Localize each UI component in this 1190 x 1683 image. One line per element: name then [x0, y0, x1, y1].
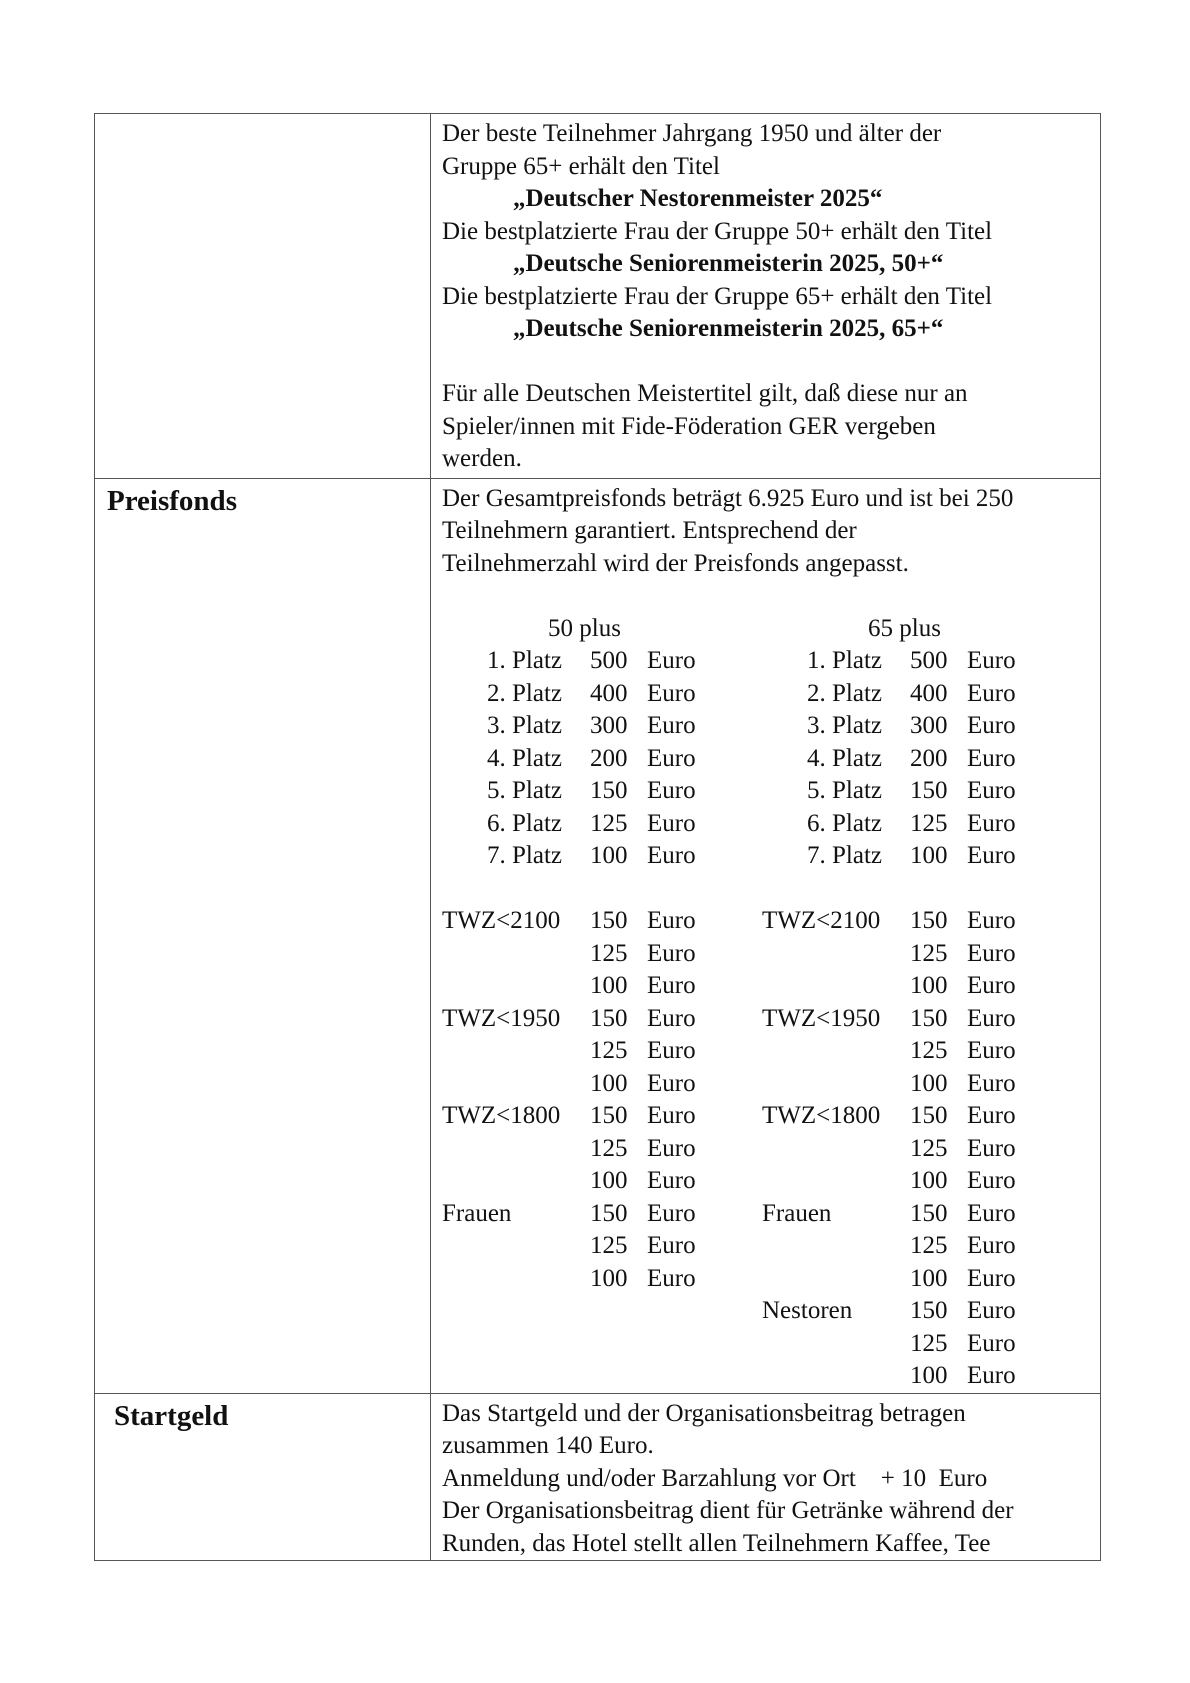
- titles-line3: Die bestplatzierte Frau der Gruppe 50+ erhält den Titel: [442, 217, 993, 245]
- prize-category: Frauen: [762, 1199, 832, 1227]
- prize-category: 4. Platz: [487, 744, 562, 772]
- prize-category: 4. Platz: [807, 744, 882, 772]
- startgeld-label-cell: [95, 1393, 431, 1561]
- titles-label-cell: [95, 114, 431, 479]
- title-seniorenmeisterin-50: „Deutsche Seniorenmeisterin 2025, 50+“: [513, 250, 944, 277]
- prize-amount: 150: [910, 1297, 948, 1324]
- prize-currency: Euro: [647, 679, 696, 707]
- prize-row: [442, 710, 696, 743]
- prize-row: [762, 1003, 1016, 1036]
- prize-row: [762, 710, 1016, 743]
- prize-row: [762, 808, 1016, 841]
- prize-amount: 100: [590, 1069, 628, 1097]
- prize-amount: 150: [590, 1102, 628, 1129]
- prize-row: [762, 1035, 1016, 1068]
- specials-65: [762, 905, 1016, 1393]
- prize-row: [762, 938, 1016, 971]
- prize-currency: Euro: [967, 1297, 1016, 1324]
- prize-amount: 150: [590, 1004, 628, 1032]
- prize-currency: Euro: [647, 907, 696, 934]
- prize-amount: 500: [590, 647, 628, 674]
- titles-note2: Spieler/innen mit Fide-Föderation GER vergeben: [442, 412, 936, 440]
- prize-amount: 125: [910, 1329, 948, 1357]
- prize-row: [442, 970, 696, 1003]
- prize-grid: [442, 613, 1094, 1393]
- prize-category: 3. Platz: [807, 712, 882, 739]
- prize-currency: Euro: [967, 1232, 1016, 1259]
- prize-row: [762, 775, 1016, 808]
- prize-category: 5. Platz: [487, 777, 562, 804]
- prize-head-65: 65 plus: [868, 614, 941, 642]
- prize-amount: 150: [590, 907, 628, 934]
- prize-currency: Euro: [647, 809, 696, 837]
- prize-currency: Euro: [967, 842, 1016, 869]
- prize-amount: 150: [910, 1102, 948, 1129]
- prize-amount: 200: [910, 744, 948, 772]
- preisfonds-intro3: Teilnehmerzahl wird der Preisfonds angepasst.: [442, 549, 909, 577]
- prize-category: TWZ<2100: [442, 907, 561, 934]
- titles-row: [95, 114, 1101, 479]
- tournament-info-table: [94, 113, 1101, 1561]
- prize-row: [442, 743, 696, 776]
- prize-row: [762, 678, 1016, 711]
- prize-row: [442, 1230, 696, 1263]
- prize-currency: Euro: [967, 1134, 1016, 1162]
- prize-row: [442, 1100, 696, 1133]
- prize-row: [442, 808, 696, 841]
- title-nestorenmeister: „Deutscher Nestorenmeister 2025“: [513, 185, 883, 212]
- prize-category: 2. Platz: [807, 679, 882, 707]
- prize-currency: Euro: [967, 1264, 1016, 1292]
- prize-currency: Euro: [647, 1069, 696, 1097]
- prize-amount: 125: [590, 1134, 628, 1162]
- prize-currency: Euro: [647, 647, 696, 674]
- prize-row: [442, 938, 696, 971]
- prize-row: [442, 1263, 696, 1296]
- prize-category: 2. Platz: [487, 679, 562, 707]
- places-50: [442, 645, 696, 873]
- prize-category: TWZ<2100: [762, 907, 881, 934]
- preisfonds-row: [95, 478, 1101, 1393]
- prize-amount: 150: [910, 907, 948, 934]
- prize-currency: Euro: [967, 939, 1016, 967]
- preisfonds-intro2: Teilnehmern garantiert. Entsprechend der: [442, 517, 857, 544]
- prize-currency: Euro: [647, 842, 696, 869]
- prize-currency: Euro: [647, 1004, 696, 1032]
- prize-row: [762, 1165, 1016, 1198]
- prize-currency: Euro: [967, 907, 1016, 934]
- prize-amount: 100: [590, 1264, 628, 1292]
- prize-amount: 300: [590, 712, 628, 739]
- prize-category: Frauen: [442, 1199, 512, 1227]
- prize-amount: 150: [910, 1004, 948, 1032]
- prize-row: [442, 1165, 696, 1198]
- prize-currency: Euro: [967, 972, 1016, 999]
- prize-column-65: [762, 613, 1016, 1393]
- prize-amount: 300: [910, 712, 948, 739]
- prize-category: 7. Platz: [807, 842, 882, 869]
- prize-row: [762, 1263, 1016, 1296]
- prize-row: [762, 1198, 1016, 1231]
- prize-row: [442, 1035, 696, 1068]
- prize-row: [442, 678, 696, 711]
- prize-currency: Euro: [967, 1069, 1016, 1097]
- prize-row: [762, 1068, 1016, 1101]
- startgeld-line2: zusammen 140 Euro.: [442, 1432, 654, 1459]
- prize-amount: 125: [590, 1037, 628, 1064]
- startgeld-row: [95, 1393, 1101, 1561]
- preisfonds-label-cell: [95, 478, 431, 1393]
- prize-amount: 125: [910, 1232, 948, 1259]
- preisfonds-label: Preisfonds: [107, 484, 237, 517]
- prize-amount: 125: [910, 1134, 948, 1162]
- prize-column-50: [442, 613, 696, 1296]
- startgeld-label: Startgeld: [114, 1399, 229, 1432]
- prize-row: [442, 1003, 696, 1036]
- prize-currency: Euro: [967, 1037, 1016, 1064]
- title-seniorenmeisterin-65: „Deutsche Seniorenmeisterin 2025, 65+“: [513, 315, 944, 342]
- prize-category: 7. Platz: [487, 842, 562, 869]
- prize-currency: Euro: [647, 1232, 696, 1259]
- prize-currency: Euro: [647, 1167, 696, 1194]
- prize-currency: Euro: [967, 1362, 1016, 1389]
- prize-amount: 400: [910, 679, 948, 707]
- prize-currency: Euro: [967, 1199, 1016, 1227]
- prize-row: [762, 970, 1016, 1003]
- prize-row: [442, 645, 696, 678]
- prize-row: [762, 743, 1016, 776]
- prize-currency: Euro: [647, 1264, 696, 1292]
- prize-category: 1. Platz: [487, 647, 562, 674]
- prize-currency: Euro: [967, 744, 1016, 772]
- prize-row: [442, 775, 696, 808]
- startgeld-content-cell: [431, 1393, 1101, 1561]
- startgeld-line3: Anmeldung und/oder Barzahlung vor Ort + 10 Euro: [442, 1464, 988, 1492]
- prize-amount: 500: [910, 647, 948, 674]
- prize-currency: Euro: [967, 809, 1016, 837]
- titles-note1: Für alle Deutschen Meistertitel gilt, daß diese nur an: [442, 380, 968, 407]
- prize-amount: 150: [590, 777, 628, 804]
- prize-row: [762, 1133, 1016, 1166]
- preisfonds-intro1: Der Gesamtpreisfonds beträgt 6.925 Euro und ist bei 250: [442, 484, 1014, 512]
- prize-currency: Euro: [967, 679, 1016, 707]
- titles-content-cell: [431, 114, 1101, 479]
- prize-category: TWZ<1800: [762, 1102, 881, 1129]
- prize-amount: 400: [590, 679, 628, 707]
- prize-row: [762, 1295, 1016, 1328]
- prize-category: 3. Platz: [487, 712, 562, 739]
- prize-amount: 100: [910, 1167, 948, 1194]
- prize-currency: Euro: [647, 744, 696, 772]
- prize-currency: Euro: [647, 777, 696, 804]
- prize-amount: 125: [910, 939, 948, 967]
- prize-row: [762, 1230, 1016, 1263]
- prize-amount: 125: [590, 939, 628, 967]
- prize-category: 6. Platz: [487, 809, 562, 837]
- prize-row: [762, 905, 1016, 938]
- prize-currency: Euro: [647, 712, 696, 739]
- prize-row: [762, 1100, 1016, 1133]
- prize-row: [442, 1068, 696, 1101]
- prize-amount: 100: [910, 1264, 948, 1292]
- preisfonds-content-cell: [431, 478, 1101, 1393]
- prize-currency: Euro: [647, 972, 696, 999]
- specials-50: [442, 905, 696, 1295]
- prize-currency: Euro: [967, 1167, 1016, 1194]
- prize-category: 6. Platz: [807, 809, 882, 837]
- prize-amount: 150: [910, 777, 948, 804]
- prize-currency: Euro: [967, 1004, 1016, 1032]
- prize-row: [442, 840, 696, 873]
- prize-amount: 100: [590, 972, 628, 999]
- prize-amount: 200: [590, 744, 628, 772]
- prize-amount: 125: [910, 1037, 948, 1064]
- prize-amount: 125: [590, 1232, 628, 1259]
- prize-head-50: 50 plus: [548, 614, 621, 642]
- prize-category: TWZ<1800: [442, 1102, 561, 1129]
- prize-currency: Euro: [967, 647, 1016, 674]
- prize-currency: Euro: [647, 1199, 696, 1227]
- prize-currency: Euro: [647, 1037, 696, 1064]
- startgeld-line5: Runden, das Hotel stellt allen Teilnehmern Kaffee, Tee: [442, 1529, 991, 1557]
- prize-category: 1. Platz: [807, 647, 882, 674]
- prize-amount: 125: [590, 809, 628, 837]
- places-65: [762, 645, 1016, 873]
- prize-amount: 100: [590, 842, 628, 869]
- prize-row: [762, 840, 1016, 873]
- prize-row: [762, 1360, 1016, 1393]
- prize-currency: Euro: [967, 1102, 1016, 1129]
- prize-amount: 100: [910, 972, 948, 999]
- prize-row: [442, 1133, 696, 1166]
- titles-line2: Gruppe 65+ erhält den Titel: [442, 152, 720, 180]
- prize-amount: 100: [910, 1362, 948, 1389]
- prize-category: 5. Platz: [807, 777, 882, 804]
- prize-currency: Euro: [967, 777, 1016, 804]
- prize-amount: 100: [910, 1069, 948, 1097]
- startgeld-line4: Der Organisationsbeitrag dient für Getränke während der: [442, 1497, 1014, 1524]
- prize-currency: Euro: [967, 712, 1016, 739]
- prize-row: [442, 905, 696, 938]
- prize-amount: 150: [910, 1199, 948, 1227]
- prize-amount: 100: [590, 1167, 628, 1194]
- startgeld-line1: Das Startgeld und der Organisationsbeitrag betragen: [442, 1399, 966, 1427]
- prize-row: [762, 645, 1016, 678]
- prize-amount: 100: [910, 842, 948, 869]
- prize-currency: Euro: [647, 939, 696, 967]
- prize-row: [442, 1198, 696, 1231]
- titles-line1: Der beste Teilnehmer Jahrgang 1950 und älter der: [442, 120, 942, 147]
- titles-note3: werden.: [442, 445, 522, 472]
- titles-line4: Die bestplatzierte Frau der Gruppe 65+ erhält den Titel: [442, 282, 993, 310]
- prize-category: TWZ<1950: [762, 1004, 881, 1032]
- prize-amount: 150: [590, 1199, 628, 1227]
- prize-category: Nestoren: [762, 1297, 853, 1324]
- prize-row: [762, 1328, 1016, 1361]
- prize-currency: Euro: [967, 1329, 1016, 1357]
- prize-amount: 125: [910, 809, 948, 837]
- prize-currency: Euro: [647, 1102, 696, 1129]
- prize-currency: Euro: [647, 1134, 696, 1162]
- prize-category: TWZ<1950: [442, 1004, 561, 1032]
